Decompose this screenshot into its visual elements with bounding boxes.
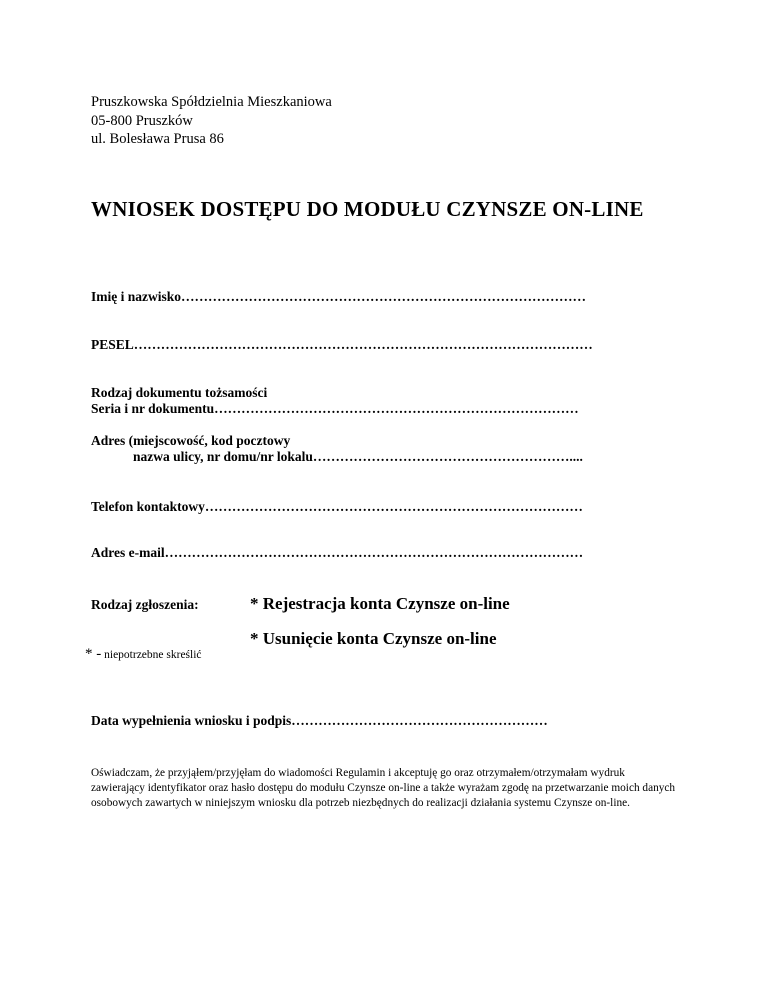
address-field-line2: nazwa ulicy, nr domu/nr lokalu………………………………………………….... xyxy=(133,449,583,464)
signature-field: Data wypełnienia wniosku i podpis………………………………………………… xyxy=(91,713,548,728)
organization-postal: 05-800 Pruszków xyxy=(91,112,193,129)
document-type-field: Rodzaj dokumentu tożsamości xyxy=(91,385,268,400)
organization-header xyxy=(91,93,332,149)
pesel-field: PESEL………………………………………………………………………………………… xyxy=(91,337,593,352)
address-field-line1: Adres (miejscowość, kod pocztowy xyxy=(91,433,291,448)
document-title: WNIOSEK DOSTĘPU DO MODUŁU CZYNSZE ON-LINE xyxy=(91,197,644,221)
strike-note xyxy=(85,646,202,663)
strike-note-marker: * - xyxy=(85,646,102,662)
document-number-field: Seria i nr dokumentu……………………………………………………………………… xyxy=(91,401,579,416)
request-type-label: Rodzaj zgłoszenia: xyxy=(91,597,199,612)
organization-name: Pruszkowska Spółdzielnia Mieszkaniowa xyxy=(91,94,332,110)
email-field: Adres e-mail………………………………………………………………………………… xyxy=(91,545,584,560)
option-delete-account: * Usunięcie konta Czynsze on-line xyxy=(250,629,497,648)
organization-street: ul. Bolesława Prusa 86 xyxy=(91,131,224,147)
declaration-text: Oświadczam, że przyjąłem/przyjęłam do wiadomości Regulamin i akceptuję go oraz otrzymałem/otrzymałam wydruk zawierający identyfikator oraz hasło dostępu do modułu Czynsze on-line a także wyrażam zgodę na przetwarzanie moich danych osobowych zawartych w niniejszym wniosku dla potrzeb niezbędnych do realizacji działania systemu Czynsze on-line. xyxy=(91,767,676,810)
strike-note-text: niepotrzebne skreślić xyxy=(101,649,202,661)
name-field: Imię i nazwisko……………………………………………………………………………… xyxy=(91,289,587,304)
phone-field: Telefon kontaktowy………………………………………………………………………… xyxy=(91,499,583,514)
option-register-account: * Rejestracja konta Czynsze on-line xyxy=(250,594,510,613)
